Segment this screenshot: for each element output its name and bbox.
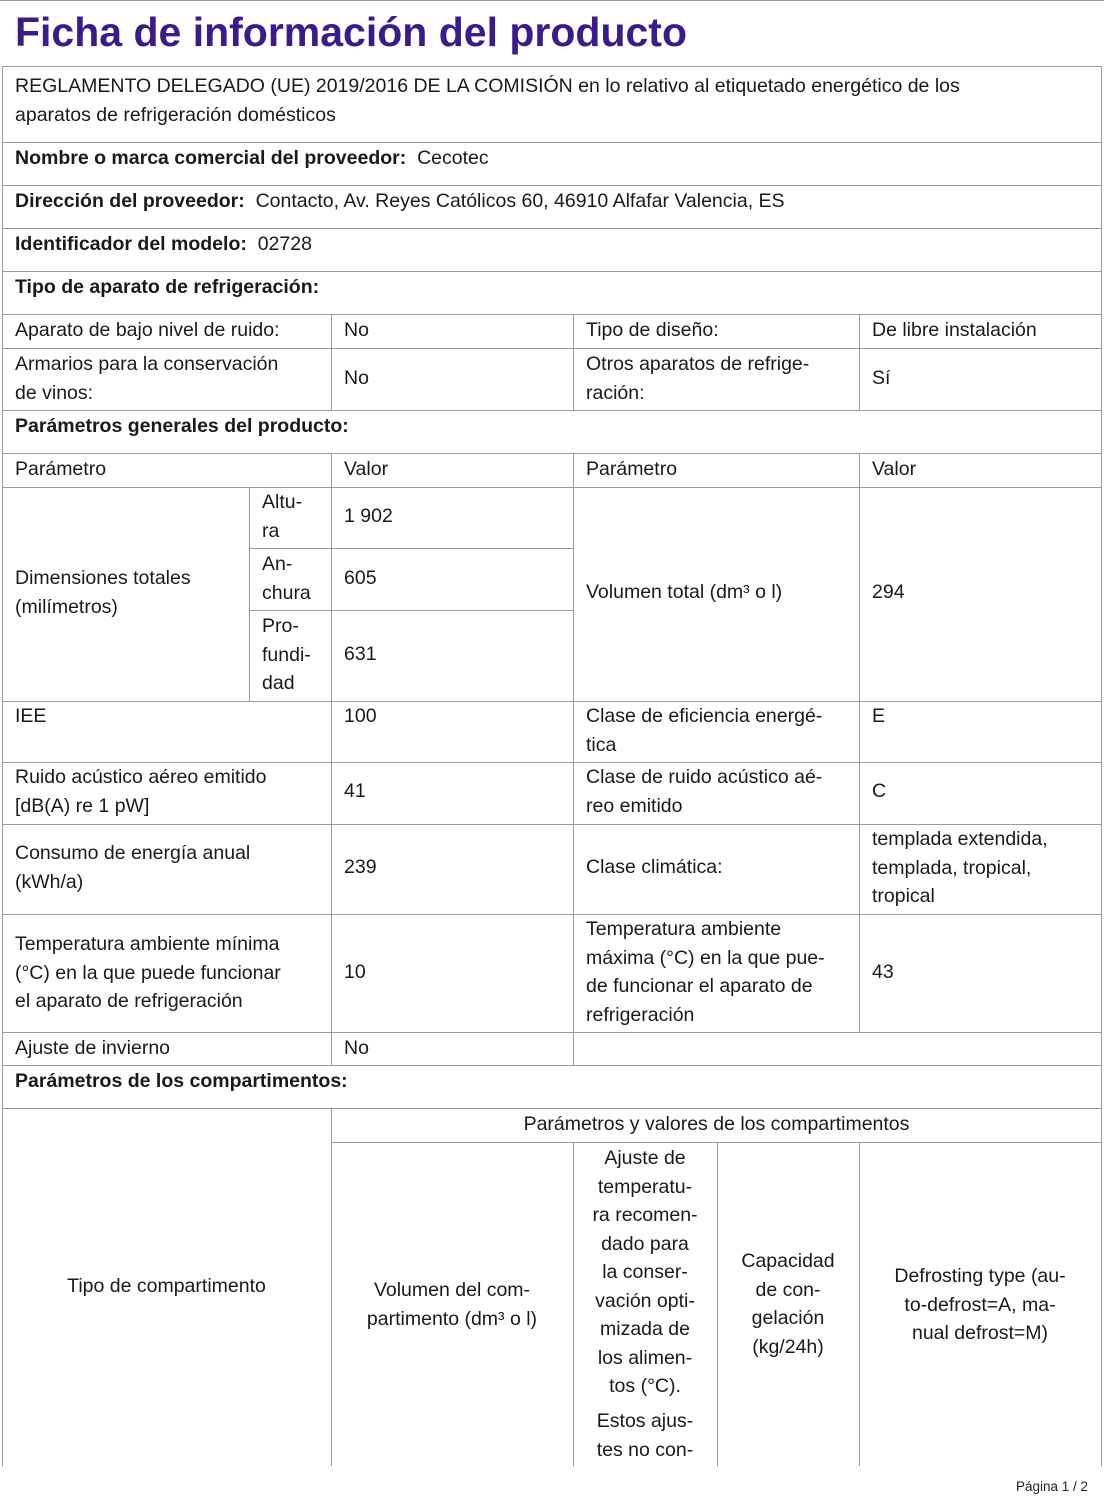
page-number: Página 1 / 2: [1015, 1479, 1088, 1494]
max-temp-label: Temperatura ambiente máxima (°C) en la que pue- de funcionar el aparato de refrigeración: [586, 918, 825, 1026]
supplier-address-label: Dirección del proveedor:: [15, 190, 245, 212]
min-temp-value: 10: [344, 961, 366, 983]
table-border-top: [0, 0, 1104, 1]
col-compartment-volume: Volumen del com- partimento (dm³ o l): [366, 1279, 538, 1330]
low-noise-value: No: [344, 319, 369, 341]
volume-value: 294: [872, 581, 905, 603]
low-noise-label: Aparato de bajo nivel de ruido:: [15, 319, 280, 341]
page-bottom-margin: [0, 1466, 1104, 1500]
energy-class-label: Clase de eficiencia energé- tica: [586, 705, 823, 756]
general-heading: Parámetros generales del producto:: [15, 415, 349, 437]
compartments-group-header: Parámetros y valores de los compartimentos: [523, 1113, 910, 1135]
col-defrost-type: Defrosting type (au- to-defrost=A, ma- nual defrost=M): [894, 1265, 1066, 1344]
design-label: Tipo de diseño:: [586, 319, 719, 341]
table-border-left: [2, 66, 3, 1466]
eei-label: IEE: [15, 705, 47, 727]
min-temp-label: Temperatura ambiente mínima (°C) en la que puede funcionar el aparato de refrigeración: [15, 933, 281, 1012]
max-temp-value: 43: [872, 961, 894, 983]
col-param: Parámetro: [15, 458, 107, 480]
noise-class-value: C: [872, 780, 887, 802]
height-label: Altu- ra: [262, 491, 303, 542]
climate-label: Clase climática:: [586, 856, 723, 878]
col-value: Valor: [344, 458, 389, 480]
design-value: De libre instalación: [872, 319, 1037, 341]
wine-value: No: [344, 367, 369, 389]
winter-label: Ajuste de invierno: [15, 1037, 171, 1059]
wine-label: Armarios para la conservación de vinos:: [15, 353, 279, 404]
noise-label: Ruido acústico aéreo emitido [dB(A) re 1 pW]: [15, 766, 267, 817]
supplier-name-label: Nombre o marca comercial del proveedor:: [15, 147, 407, 169]
climate-value: templada extendida, templada, tropical, tropical: [872, 828, 1048, 907]
height-value: 1 902: [344, 505, 393, 527]
consumption-value: 239: [344, 856, 377, 878]
consumption-label: Consumo de energía anual (kWh/a): [15, 842, 251, 893]
volume-label: Volumen total (dm³ o l): [586, 581, 783, 603]
appliance-type-heading: Tipo de aparato de refrigeración:: [15, 276, 320, 298]
compartments-heading: Parámetros de los compartimentos:: [15, 1070, 348, 1092]
page-title: Ficha de información del producto: [15, 9, 687, 55]
other-label: Otros aparatos de refrige- ración:: [586, 353, 810, 404]
model-value: 02728: [257, 233, 312, 255]
dimensions-label: Dimensiones totales (milímetros): [15, 567, 191, 618]
depth-label: Pro- fundi- dad: [262, 615, 311, 694]
width-value: 605: [344, 567, 377, 589]
col-recommended-temp-note: Estos ajus- tes no con-: [596, 1410, 694, 1461]
col-param-2: Parámetro: [586, 458, 678, 480]
eei-value: 100: [344, 705, 377, 727]
depth-value: 631: [344, 643, 377, 665]
model-label: Identificador del modelo:: [15, 233, 247, 255]
supplier-address-value: Contacto, Av. Reyes Católicos 60, 46910 Alfafar Valencia, ES: [255, 190, 785, 212]
energy-class-value: E: [872, 705, 886, 727]
noise-class-label: Clase de ruido acústico aé- reo emitido: [586, 766, 823, 817]
supplier-address-row: [15, 187, 785, 216]
col-freezing-capacity: Capacidad de con- gelación (kg/24h): [741, 1250, 835, 1358]
col-recommended-temp: Ajuste de temperatu- ra recomen- dado para la conser- vación opti- mizada de los alimen- tos (°C).: [592, 1147, 698, 1397]
other-value: Sí: [872, 367, 891, 389]
width-label: An- chura: [262, 553, 311, 604]
winter-value: No: [344, 1037, 369, 1059]
noise-value: 41: [344, 780, 366, 802]
regulation-text: REGLAMENTO DELEGADO (UE) 2019/2016 DE LA COMISIÓN en lo relativo al etiquetado energético de los aparatos de refrigeración domésticos: [15, 75, 960, 126]
supplier-name-value: Cecotec: [417, 147, 489, 169]
model-row: [15, 230, 312, 259]
supplier-name-row: [15, 144, 489, 173]
col-value-2: Valor: [872, 458, 917, 480]
col-compartment-type: Tipo de compartimento: [67, 1275, 266, 1297]
table-border-right: [1101, 66, 1102, 1466]
